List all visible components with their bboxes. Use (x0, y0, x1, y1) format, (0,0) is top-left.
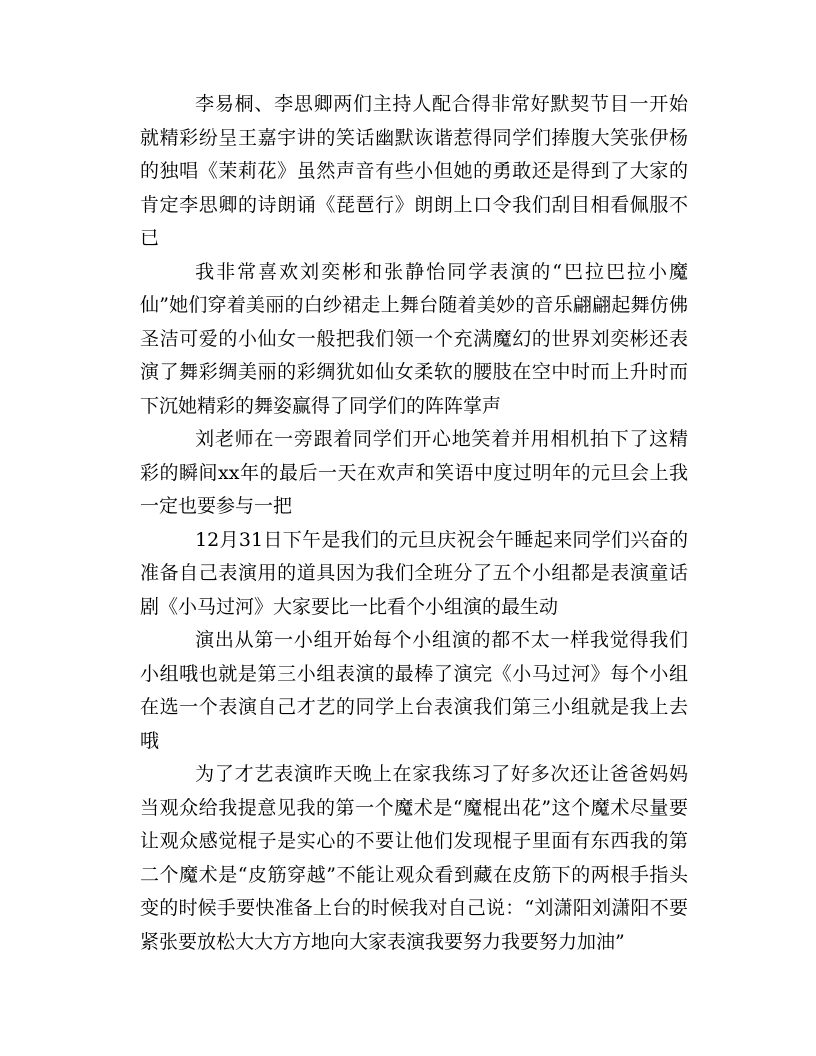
paragraph: 12月31日下午是我们的元旦庆祝会午睡起来同学们兴奋的准备自己表演用的道具因为我们全班分了五个小组都是表演童话剧《小马过河》大家要比一比看个小组演的最生动 (140, 528, 688, 618)
paragraph: 演出从第一小组开始每个小组演的都不太一样我觉得我们小组哦也就是第三小组表演的最棒了演完《小马过河》每个小组在选一个表演自己才艺的同学上台表演我们第三小组就是我上去哦 (140, 629, 688, 752)
paragraph: 为了才艺表演昨天晚上在家我练习了好多次还让爸爸妈妈当观众给我提意见我的第一个魔术是“魔棍出花”这个魔术尽量要让观众感觉棍子是实心的不要让他们发现棍子里面有东西我的第二个魔术是“皮筋穿越”不能让观众看到藏在皮筋下的两根手指头变的时候手要快准备上台的时候我对自己说：“刘潇阳刘潇阳不要紧张要放松大大方方地向大家表演我要努力我要努力加油” (140, 763, 688, 953)
paragraph: 刘老师在一旁跟着同学们开心地笑着并用相机拍下了这精彩的瞬间xx年的最后一天在欢声和笑语中度过明年的元旦会上我一定也要参与一把 (140, 428, 688, 517)
document-page (140, 88, 688, 959)
paragraph: 李易桐、李思卿两们主持人配合得非常好默契节目一开始就精彩纷呈王嘉宇讲的笑话幽默诙谐惹得同学们捧腹大笑张伊杨的独唱《茉莉花》虽然声音有些小但她的勇敢还是得到了大家的肯定李思卿的诗朗诵《琵琶行》朗朗上口令我们刮目相看佩服不已 (140, 93, 688, 249)
paragraph: 我非常喜欢刘奕彬和张静怡同学表演的“巴拉巴拉小魔仙”她们穿着美丽的白纱裙走上舞台随着美妙的音乐翩翩起舞仿佛圣洁可爱的小仙女一般把我们领一个充满魔幻的世界刘奕彬还表演了舞彩绸美丽的彩绸犹如仙女柔软的腰肢在空中时而上升时而下沉她精彩的舞姿赢得了同学们的阵阵掌声 (140, 260, 688, 417)
